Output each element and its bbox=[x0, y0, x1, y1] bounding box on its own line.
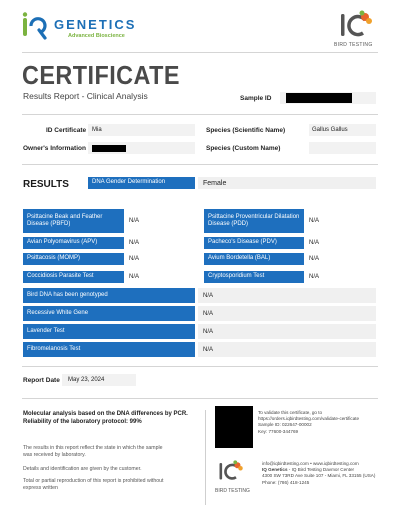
sample-id-field bbox=[280, 92, 376, 104]
gender-value: Female bbox=[203, 179, 227, 187]
company-phone: Phone: (786) 418-1245 bbox=[262, 479, 310, 485]
results-divider bbox=[22, 366, 378, 367]
result-label-pbfd: Psittacine Beak and Feather Disease (PBFD) bbox=[23, 209, 124, 233]
result-value-recessive-white: N/A bbox=[203, 310, 214, 317]
note-customer-details: Details and identification are given by the customer. bbox=[23, 466, 142, 472]
contact-block bbox=[262, 461, 375, 486]
owner-field bbox=[88, 142, 195, 154]
result-value-genotyped: N/A bbox=[203, 292, 214, 299]
report-date-label: Report Date bbox=[23, 377, 60, 384]
note-reproduction: Total or partial reproduction of this report is prohibited without express written bbox=[23, 478, 164, 491]
result-value-recessive-white-box bbox=[198, 306, 376, 321]
gender-value-box bbox=[198, 177, 376, 189]
iq-genetics-logo-icon bbox=[22, 12, 48, 40]
owner-redacted bbox=[92, 145, 126, 152]
certificate-title: CERTIFICATE bbox=[22, 60, 180, 90]
report-date-value: May 23, 2024 bbox=[68, 377, 105, 383]
result-value-fibromelanosis-box bbox=[198, 342, 376, 357]
validate-link[interactable]: https://orders.iqbirdtesting.com/validate-certificate bbox=[258, 416, 360, 422]
result-value-pdv: N/A bbox=[309, 240, 320, 246]
result-value-pdd: N/A bbox=[309, 218, 320, 224]
result-label-pdd: Psittacine Proventricular Dilatation Disease (PDD) bbox=[204, 209, 304, 233]
footer-vertical-divider bbox=[205, 410, 206, 505]
species-scientific-value: Gallus Gallus bbox=[312, 127, 348, 133]
result-value-coccidiosis: N/A bbox=[129, 274, 140, 280]
report-date-field bbox=[62, 374, 136, 386]
gender-label: DNA Gender Determination bbox=[92, 179, 166, 186]
id-certificate-value: Mia bbox=[92, 127, 102, 133]
result-label-coccidiosis: Coccidiosis Parasite Test bbox=[23, 271, 124, 283]
result-label-recessive-white: Recessive White Gene bbox=[23, 306, 195, 321]
sample-id-redacted bbox=[286, 93, 352, 103]
note-sample-state: The results in this report reflect the state in which the sample was received by laboratory. bbox=[23, 445, 163, 458]
owner-label: Owner's Information bbox=[23, 145, 86, 152]
result-value-lavender-box bbox=[198, 324, 376, 339]
result-value-pbfd: N/A bbox=[129, 218, 140, 224]
result-label-apv: Avian Polyomavirus (APV) bbox=[23, 237, 124, 249]
result-label-fibromelanosis: Fibromelanosis Test bbox=[23, 342, 195, 357]
bird-testing-logo-icon bbox=[335, 8, 375, 44]
id-certificate-field bbox=[88, 124, 195, 136]
species-scientific-label: Species (Scientific Name) bbox=[206, 127, 286, 134]
company-address: 4300 SW 73RD Ave Suite 107 - Miami, FL 33155 (USA) bbox=[262, 473, 376, 479]
result-value-lavender: N/A bbox=[203, 328, 214, 335]
contact-line[interactable]: info@iqbirdtesting.com • www.iqbirdtesting.com bbox=[262, 461, 359, 466]
fields-divider bbox=[22, 164, 378, 165]
result-value-momp: N/A bbox=[129, 256, 140, 262]
gender-label-box bbox=[88, 177, 195, 189]
sample-id-label: Sample ID bbox=[240, 95, 272, 102]
validate-info: To validate this certificate, go to https://orders.iqbirdtesting.com/validate-certificate Sample ID: 022647-00002 Key: 77600-344769 bbox=[258, 410, 360, 434]
result-label-pdv: Pacheco's Disease (PDV) bbox=[204, 237, 304, 249]
species-scientific-field bbox=[309, 124, 376, 136]
header-divider bbox=[22, 52, 378, 53]
result-label-cryptosporidium: Cryptosporidium Test bbox=[204, 271, 304, 283]
result-value-cryptosporidium: N/A bbox=[309, 274, 320, 280]
title-divider bbox=[22, 114, 378, 115]
company-name: IQ Genetics bbox=[262, 467, 288, 473]
result-value-apv: N/A bbox=[129, 240, 140, 246]
results-heading: RESULTS bbox=[23, 179, 69, 190]
method-statement: Molecular analysis based on the DNA differences by PCR. Reliability of the laboratory protocol: 99% bbox=[23, 411, 188, 426]
qr-code-redacted bbox=[215, 406, 253, 448]
id-certificate-label: ID Certificate bbox=[46, 127, 87, 134]
species-custom-label: Species (Custom Name) bbox=[206, 145, 281, 152]
company-desc: - IQ Bird Testing Davmor Center bbox=[287, 467, 355, 473]
result-label-lavender: Lavender Test bbox=[23, 324, 195, 339]
species-custom-field bbox=[309, 142, 376, 154]
report-divider bbox=[22, 398, 378, 399]
result-label-bal: Avium Bordetella (BAL) bbox=[204, 253, 304, 265]
result-label-genotyped: Bird DNA has been genotyped bbox=[23, 288, 195, 303]
iq-bird-testing-footer-logo-icon bbox=[215, 458, 245, 486]
certificate-subtitle: Results Report - Clinical Analysis bbox=[23, 91, 148, 101]
brand-name: GENETICS bbox=[54, 17, 137, 32]
bird-testing-label: BIRD TESTING bbox=[334, 42, 373, 48]
result-value-genotyped-box bbox=[198, 288, 376, 303]
result-value-bal: N/A bbox=[309, 256, 320, 262]
brand-tagline: Advanced Bioscience bbox=[68, 33, 125, 39]
result-value-fibromelanosis: N/A bbox=[203, 346, 214, 353]
result-label-momp: Psittacosis (MOMP) bbox=[23, 253, 124, 265]
footer-logo-label: BIRD TESTING bbox=[215, 488, 250, 494]
